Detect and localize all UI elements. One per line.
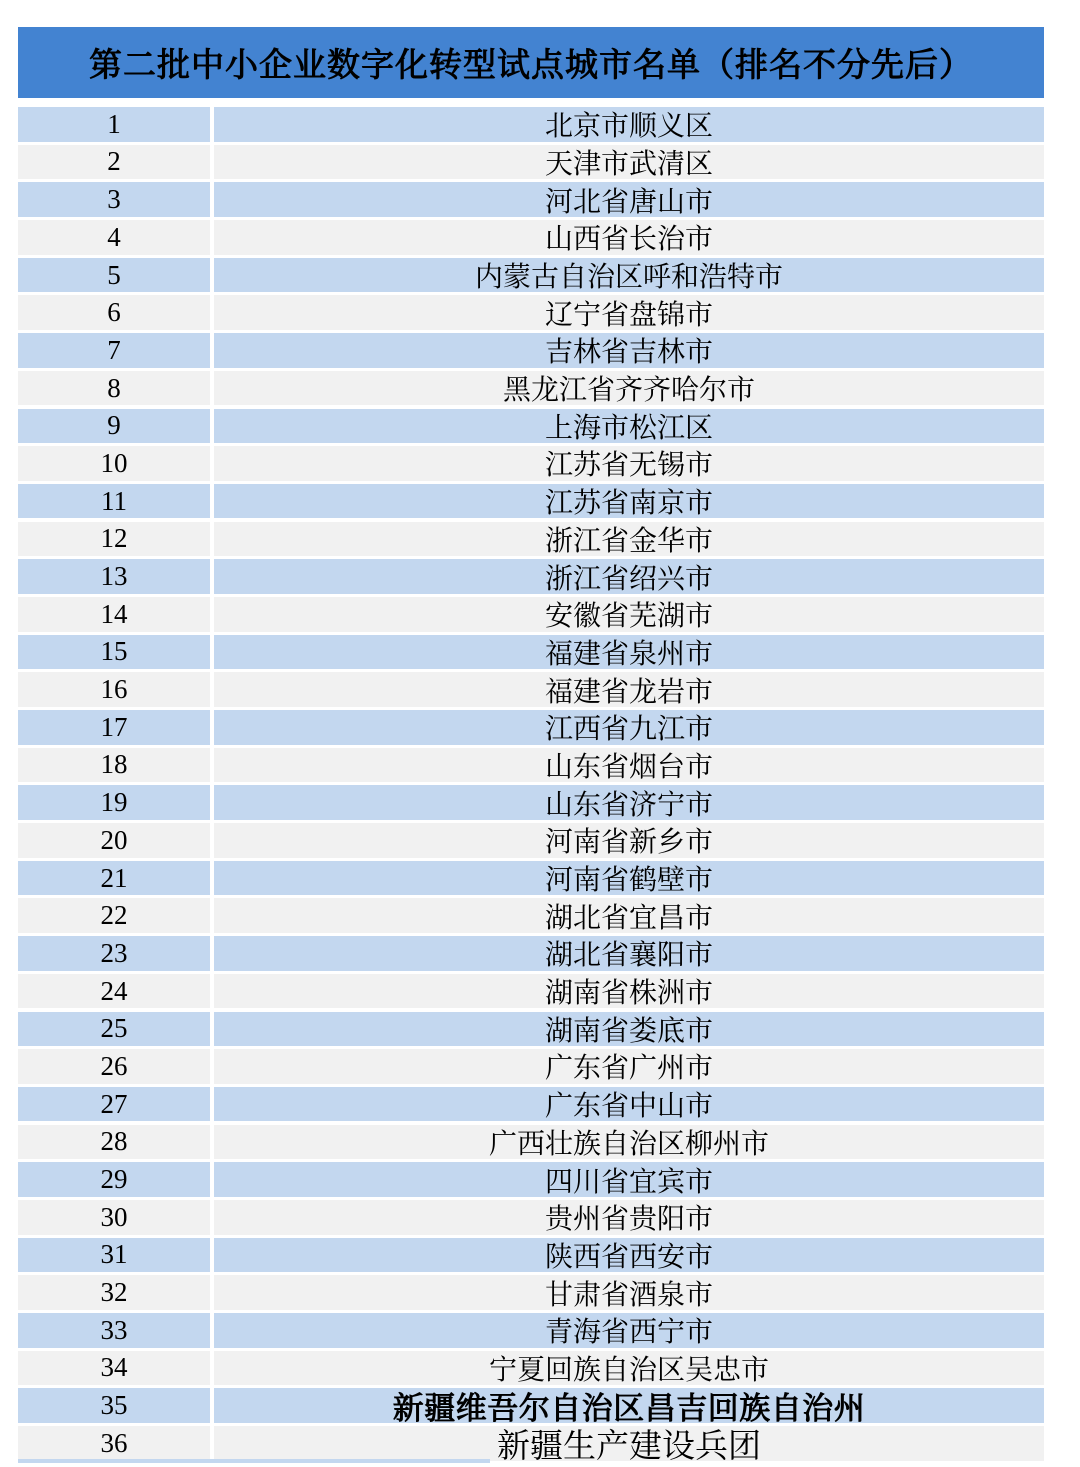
rank-cell: 12 <box>18 522 210 557</box>
city-cell: 贵州省贵阳市 <box>214 1200 1044 1235</box>
city-cell: 江苏省南京市 <box>214 484 1044 519</box>
table-header <box>18 27 1044 98</box>
rank-cell: 34 <box>18 1351 210 1386</box>
rank-cell: 32 <box>18 1275 210 1310</box>
table-row <box>18 1426 1044 1465</box>
city-cell: 福建省泉州市 <box>214 635 1044 670</box>
city-cell: 湖北省宜昌市 <box>214 898 1044 933</box>
table-row <box>18 1275 1044 1310</box>
table-row <box>18 220 1044 255</box>
rank-cell: 1 <box>18 107 210 142</box>
city-cell: 河北省唐山市 <box>214 182 1044 217</box>
city-cell: 宁夏回族自治区吴忠市 <box>214 1351 1044 1386</box>
city-cell: 湖北省襄阳市 <box>214 936 1044 971</box>
table-row <box>18 182 1044 217</box>
rank-cell: 3 <box>18 182 210 217</box>
city-cell: 浙江省绍兴市 <box>214 559 1044 594</box>
rank-cell: 33 <box>18 1313 210 1348</box>
city-cell: 辽宁省盘锦市 <box>214 295 1044 330</box>
rank-cell: 6 <box>18 295 210 330</box>
rank-cell: 25 <box>18 1012 210 1047</box>
city-cell: 天津市武清区 <box>214 145 1044 180</box>
city-cell: 上海市松江区 <box>214 409 1044 444</box>
table-row <box>18 861 1044 896</box>
city-cell: 新疆生产建设兵团 <box>214 1426 1044 1461</box>
table-row <box>18 295 1044 330</box>
rank-cell: 21 <box>18 861 210 896</box>
rank-cell: 5 <box>18 258 210 293</box>
city-cell: 湖南省娄底市 <box>214 1012 1044 1047</box>
rank-cell: 28 <box>18 1125 210 1160</box>
rank-cell: 23 <box>18 936 210 971</box>
rank-cell: 7 <box>18 333 210 368</box>
table-rows <box>18 107 1044 1465</box>
table-row <box>18 635 1044 670</box>
rank-cell: 29 <box>18 1162 210 1197</box>
city-cell: 福建省龙岩市 <box>214 672 1044 707</box>
table-row <box>18 748 1044 783</box>
rank-cell: 24 <box>18 974 210 1009</box>
table-row <box>18 936 1044 971</box>
city-cell: 山西省长治市 <box>214 220 1044 255</box>
city-cell: 陕西省西安市 <box>214 1238 1044 1273</box>
table-row <box>18 258 1044 293</box>
table-row <box>18 785 1044 820</box>
city-cell: 青海省西宁市 <box>214 1313 1044 1348</box>
rank-cell: 2 <box>18 145 210 180</box>
table-row <box>18 446 1044 481</box>
city-cell: 河南省鹤壁市 <box>214 861 1044 896</box>
rank-cell: 8 <box>18 371 210 406</box>
rank-cell: 27 <box>18 1087 210 1122</box>
city-cell: 甘肃省酒泉市 <box>214 1275 1044 1310</box>
pilot-cities-table <box>18 27 1044 1464</box>
table-row <box>18 559 1044 594</box>
city-cell: 黑龙江省齐齐哈尔市 <box>214 371 1044 406</box>
table-row <box>18 1200 1044 1235</box>
table-row <box>18 1388 1044 1427</box>
rank-cell: 14 <box>18 597 210 632</box>
city-cell: 山东省烟台市 <box>214 748 1044 783</box>
rank-cell: 22 <box>18 898 210 933</box>
rank-cell: 9 <box>18 409 210 444</box>
rank-cell: 11 <box>18 484 210 519</box>
city-cell: 吉林省吉林市 <box>214 333 1044 368</box>
table-row <box>18 1351 1044 1386</box>
table-row <box>18 672 1044 707</box>
rank-cell: 13 <box>18 559 210 594</box>
table-row <box>18 823 1044 858</box>
table-row <box>18 1049 1044 1084</box>
table-row <box>18 371 1044 406</box>
city-cell: 河南省新乡市 <box>214 823 1044 858</box>
table-row <box>18 522 1044 557</box>
table-row <box>18 409 1044 444</box>
table-row <box>18 898 1044 933</box>
rank-cell: 10 <box>18 446 210 481</box>
table-row <box>18 1162 1044 1197</box>
city-cell: 北京市顺义区 <box>214 107 1044 142</box>
rank-cell: 17 <box>18 710 210 745</box>
rank-cell: 4 <box>18 220 210 255</box>
rank-cell: 31 <box>18 1238 210 1273</box>
table-title: 第二批中小企业数字化转型试点城市名单（排名不分先后） <box>89 46 973 83</box>
city-cell: 山东省济宁市 <box>214 785 1044 820</box>
rank-cell: 36 <box>18 1426 210 1461</box>
city-cell: 内蒙古自治区呼和浩特市 <box>214 258 1044 293</box>
city-cell: 湖南省株洲市 <box>214 974 1044 1009</box>
table-row <box>18 333 1044 368</box>
rank-cell: 20 <box>18 823 210 858</box>
city-cell: 四川省宜宾市 <box>214 1162 1044 1197</box>
city-cell: 广东省中山市 <box>214 1087 1044 1122</box>
rank-cell: 30 <box>18 1200 210 1235</box>
rank-cell: 26 <box>18 1049 210 1084</box>
table-row <box>18 145 1044 180</box>
city-cell: 江西省九江市 <box>214 710 1044 745</box>
table-row <box>18 974 1044 1009</box>
table-row <box>18 597 1044 632</box>
city-cell: 新疆维吾尔自治区昌吉回族自治州 <box>214 1388 1044 1423</box>
rank-cell: 16 <box>18 672 210 707</box>
rank-cell: 35 <box>18 1388 210 1423</box>
city-cell: 浙江省金华市 <box>214 522 1044 557</box>
table-row <box>18 710 1044 745</box>
table-row <box>18 484 1044 519</box>
city-cell: 江苏省无锡市 <box>214 446 1044 481</box>
city-cell: 广西壮族自治区柳州市 <box>214 1125 1044 1160</box>
table-row <box>18 1087 1044 1122</box>
table-row <box>18 107 1044 142</box>
table-row <box>18 1125 1044 1160</box>
table-row <box>18 1012 1044 1047</box>
table-row <box>18 1238 1044 1273</box>
rank-cell: 15 <box>18 635 210 670</box>
city-cell: 安徽省芜湖市 <box>214 597 1044 632</box>
table-row <box>18 1313 1044 1348</box>
rank-cell: 18 <box>18 748 210 783</box>
city-cell: 广东省广州市 <box>214 1049 1044 1084</box>
cutoff-row-fragment <box>18 1459 490 1463</box>
rank-cell: 19 <box>18 785 210 820</box>
